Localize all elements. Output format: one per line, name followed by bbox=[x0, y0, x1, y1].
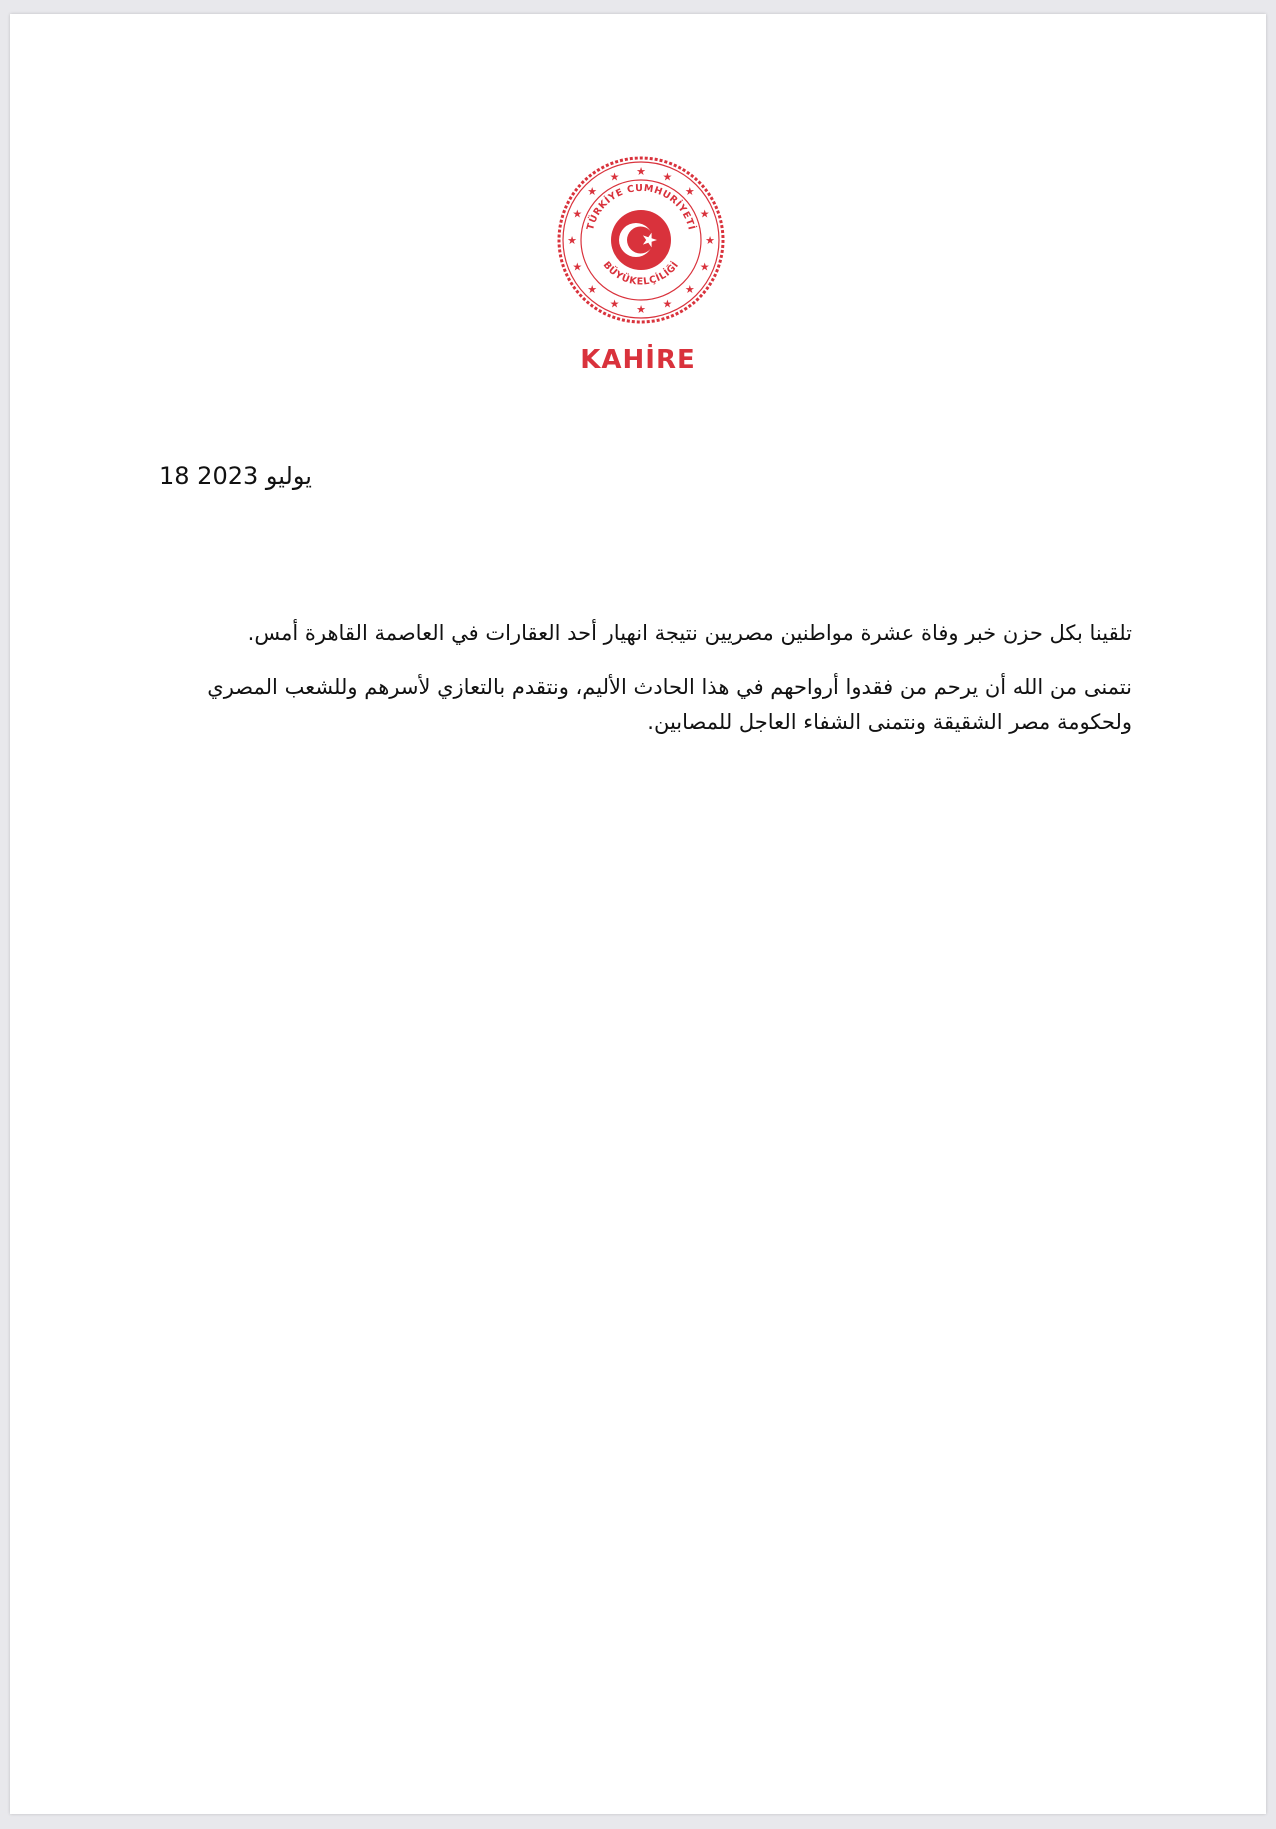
seal-star-icon: ★ bbox=[587, 185, 598, 199]
letter-date: 18 يوليو 2023 bbox=[159, 462, 312, 490]
embassy-city-name: KAHİRE bbox=[580, 345, 696, 375]
seal-star-icon: ★ bbox=[705, 234, 715, 247]
seal-top-text: TÜRKİYE CUMHURİYETİ bbox=[585, 182, 697, 232]
letter-paragraph-2: نتمنى من الله أن يرحم من فقدوا أرواحهم في هذا الحادث الأليم، ونتقدم بالتعازي لأسرهم وللشعب المصري ولحكومة مصر الشقيقة ونتمنى الشفاء العاجل للمصابين. bbox=[207, 675, 1132, 734]
seal-star-icon: ★ bbox=[684, 185, 695, 199]
seal-star-icon: ★ bbox=[636, 165, 646, 178]
seal-star-icon: ★ bbox=[636, 303, 646, 316]
seal-star-icon: ★ bbox=[572, 207, 583, 221]
letter-paragraph-1: تلقينا بكل حزن خبر وفاة عشرة مواطنين مصريين نتيجة انهيار أحد العقارات في العاصمة القاهرة أمس. bbox=[247, 621, 1132, 645]
seal-bottom-text: BÜYÜKELÇİLİĞİ bbox=[600, 259, 682, 288]
seal-star-icon: ★ bbox=[587, 282, 598, 296]
embassy-seal-icon bbox=[556, 155, 726, 325]
seal-star-icon: ★ bbox=[609, 297, 620, 311]
seal-star-icon: ★ bbox=[572, 260, 583, 274]
seal-star-icon: ★ bbox=[567, 234, 577, 247]
seal-star-icon: ★ bbox=[662, 297, 673, 311]
seal-star-icon: ★ bbox=[699, 207, 710, 221]
seal-star-icon: ★ bbox=[699, 260, 710, 274]
seal-star-icon: ★ bbox=[609, 170, 620, 184]
seal-star-icon: ★ bbox=[662, 170, 673, 184]
seal-star-icon: ★ bbox=[684, 282, 695, 296]
